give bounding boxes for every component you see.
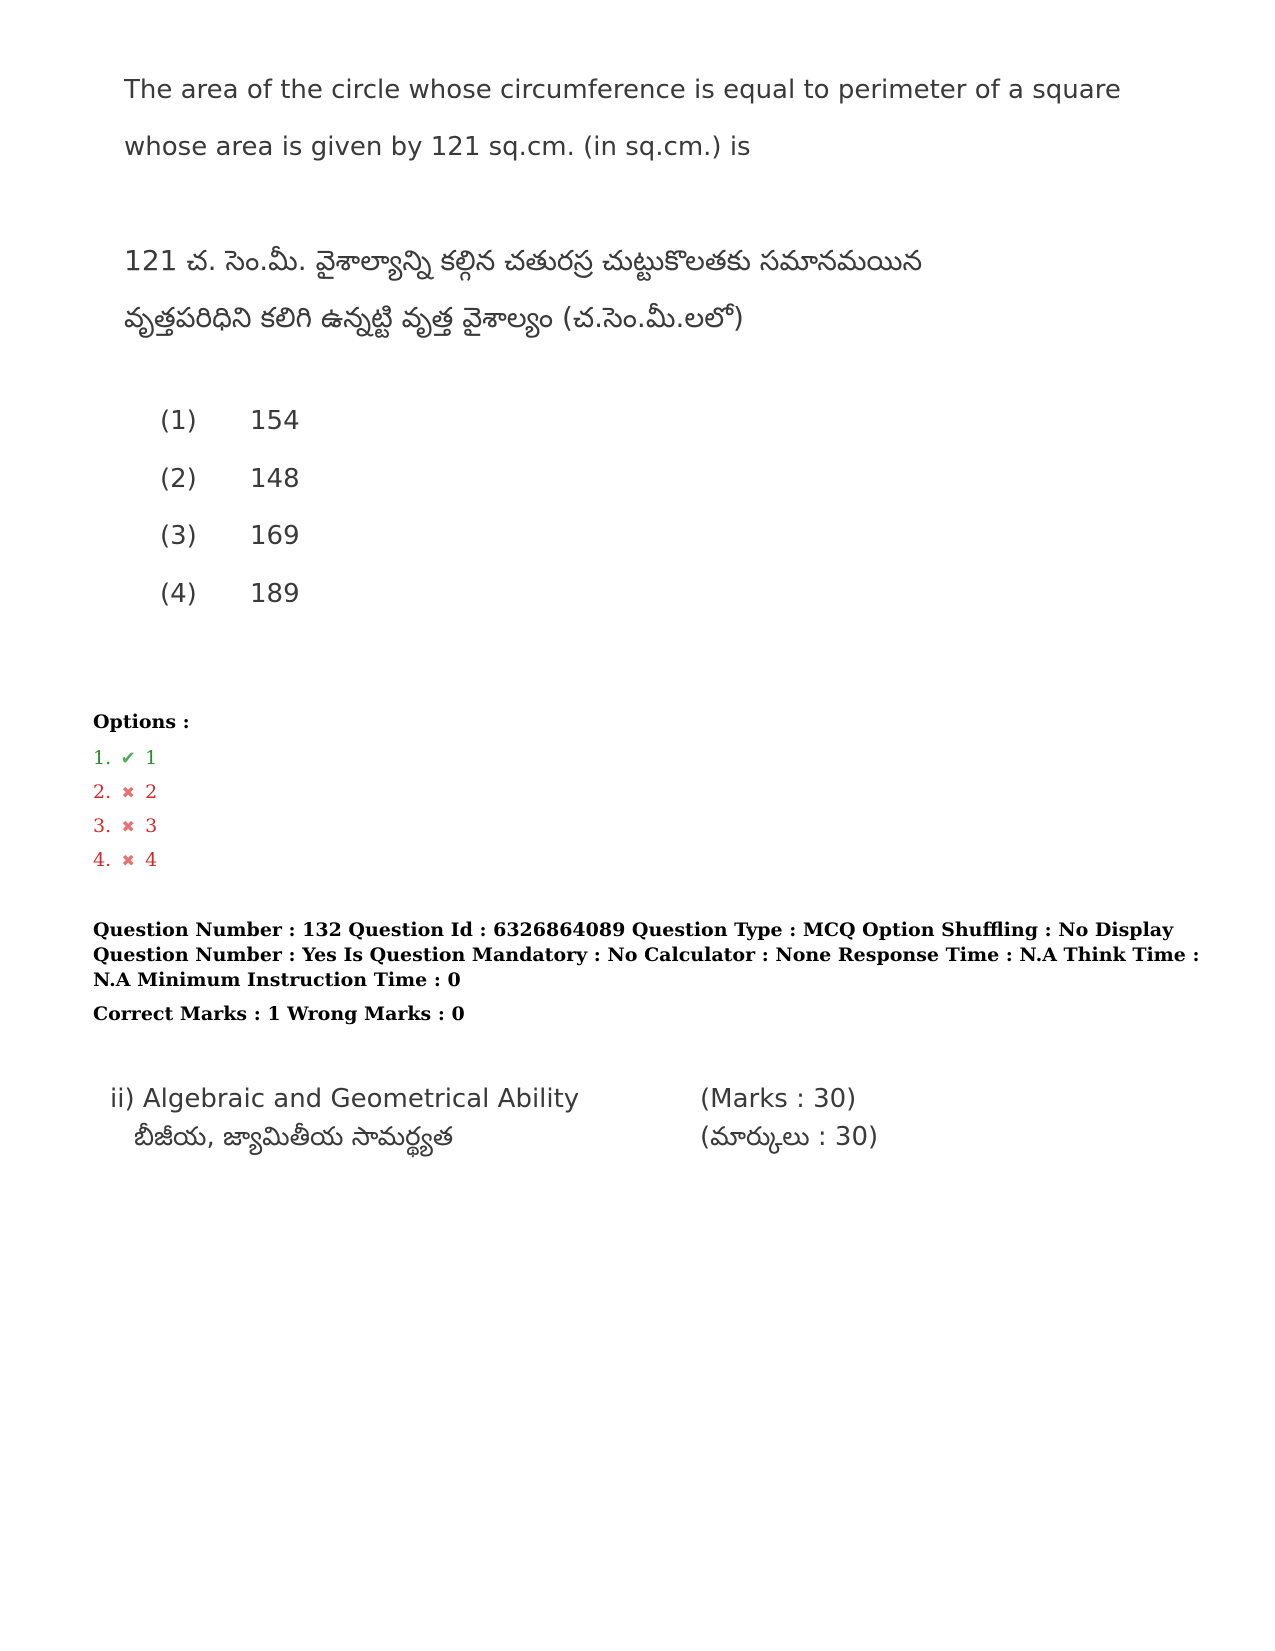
check-icon: ✔ xyxy=(120,747,136,769)
option-row xyxy=(93,809,190,843)
option-index: 4. xyxy=(93,849,112,871)
marks-info: Correct Marks : 1 Wrong Marks : 0 xyxy=(93,1003,465,1025)
question-text-telugu xyxy=(124,232,1124,346)
choice-item xyxy=(160,579,300,637)
choice-number: (1) xyxy=(160,406,197,436)
option-index: 3. xyxy=(93,815,112,837)
options-list xyxy=(93,711,190,877)
option-index: 1. xyxy=(93,747,112,769)
option-index: 2. xyxy=(93,781,112,803)
question-metadata: Question Number : 132 Question Id : 6326864089 Question Type : MCQ Option Shuffling : No Display Question Number : Yes Is Question Mandatory : No Calculator : None Response Time : N.A Think Time : N.A Minimum Instruction Time : 0 xyxy=(93,919,1200,991)
cross-icon: ✖ xyxy=(121,850,135,870)
option-value: 4 xyxy=(145,849,158,871)
question-english-line: whose area is given by 121 sq.cm. (in sq.cm.) is xyxy=(124,132,751,162)
section-title-english: ii) Algebraic and Geometrical Ability xyxy=(110,1084,580,1114)
choice-number: (4) xyxy=(160,578,197,609)
choice-item xyxy=(160,521,300,579)
section-header-image xyxy=(110,1080,970,1156)
question-text-english xyxy=(124,62,1124,176)
section-marks-telugu: (మార్కులు : 30) xyxy=(700,1122,879,1152)
option-row xyxy=(93,843,190,877)
choice-item xyxy=(160,406,300,464)
cross-icon: ✖ xyxy=(121,816,135,836)
choice-value: 148 xyxy=(250,463,300,494)
choice-number: (2) xyxy=(160,463,197,494)
options-title: Options : xyxy=(93,711,190,733)
cross-icon: ✖ xyxy=(121,782,135,802)
section-marks-english: (Marks : 30) xyxy=(700,1084,857,1114)
choice-item xyxy=(160,464,300,522)
choice-value: 154 xyxy=(250,406,300,436)
choice-value: 169 xyxy=(250,521,300,551)
option-row xyxy=(93,775,190,809)
option-value: 1 xyxy=(145,747,158,769)
option-value: 2 xyxy=(145,781,158,803)
choice-number: (3) xyxy=(160,521,197,551)
option-value: 3 xyxy=(145,815,158,837)
choice-value: 189 xyxy=(250,578,300,609)
question-telugu-line: వృత్తపరిధిని కలిగి ఉన్నట్టి వృత్త వైశాల్యం (చ.సెం.మీ.లలో) xyxy=(124,301,744,334)
section-title-telugu: బీజీయ, జ్యామితీయ సామర్థ్యత xyxy=(134,1122,454,1152)
option-row xyxy=(93,741,190,775)
question-choices xyxy=(160,406,300,636)
question-telugu-line: 121 చ. సెం.మీ. వైశాల్యాన్ని కల్గిన చతురస్ర చుట్టుకొలతకు సమానమయిన xyxy=(124,244,923,277)
question-english-line: The area of the circle whose circumference is equal to perimeter of a square xyxy=(124,75,1121,105)
